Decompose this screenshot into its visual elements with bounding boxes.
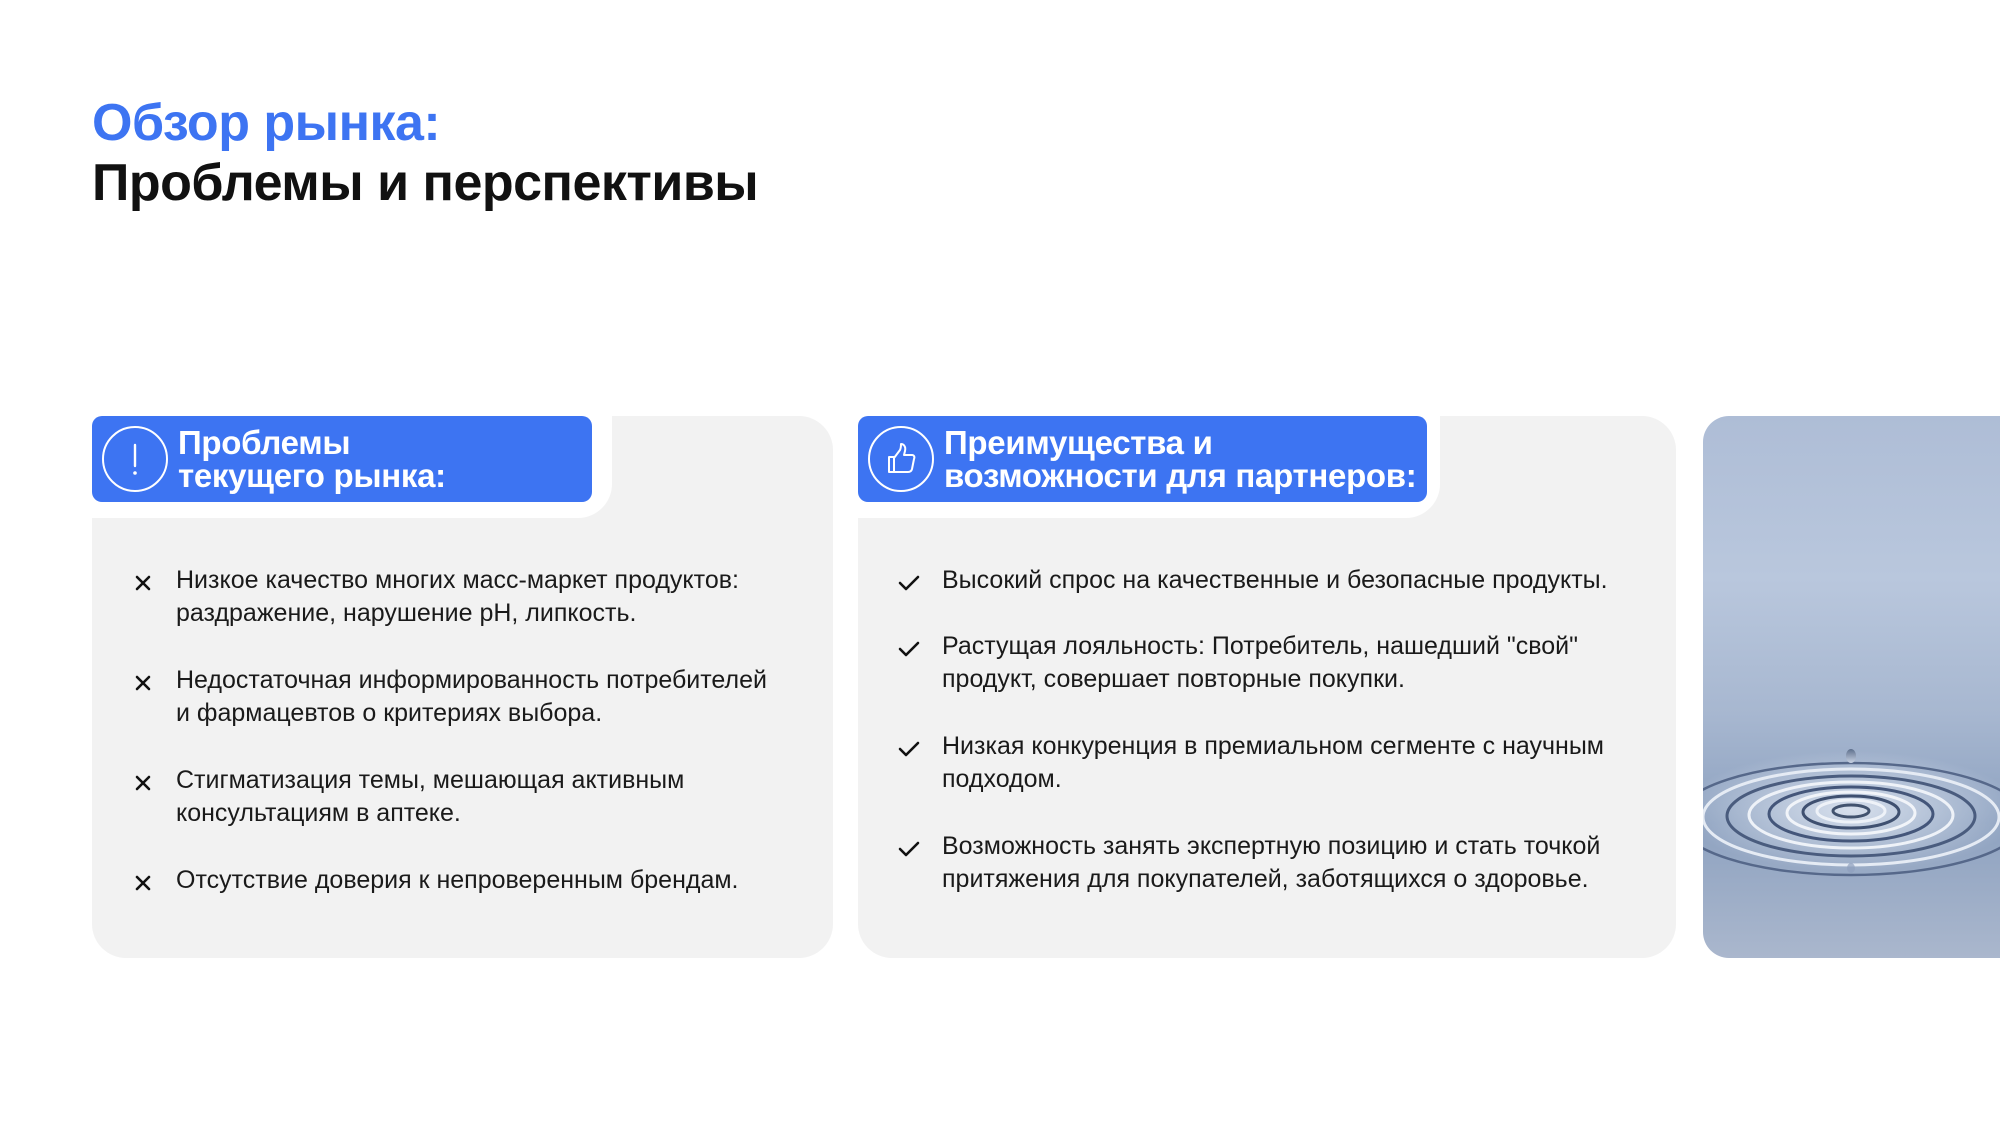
advantages-header <box>858 416 1427 502</box>
cross-icon <box>128 568 158 598</box>
water-ripple-image <box>1703 416 2000 958</box>
check-icon <box>894 834 924 864</box>
cross-icon <box>128 868 158 898</box>
problems-header <box>92 416 592 502</box>
exclamation-icon <box>102 426 168 492</box>
page-title: Проблемы и перспективы <box>92 154 759 212</box>
advantages-heading: Преимущества и возможности для партнеров: <box>944 424 1417 494</box>
cross-icon <box>128 668 158 698</box>
check-icon <box>894 734 924 764</box>
page-title-accent: Обзор рынка: <box>92 94 441 152</box>
cross-icon <box>128 768 158 798</box>
check-icon <box>894 568 924 598</box>
check-icon <box>894 634 924 664</box>
thumbs-up-icon <box>868 426 934 492</box>
problems-heading: Проблемы текущего рынка: <box>178 424 446 494</box>
